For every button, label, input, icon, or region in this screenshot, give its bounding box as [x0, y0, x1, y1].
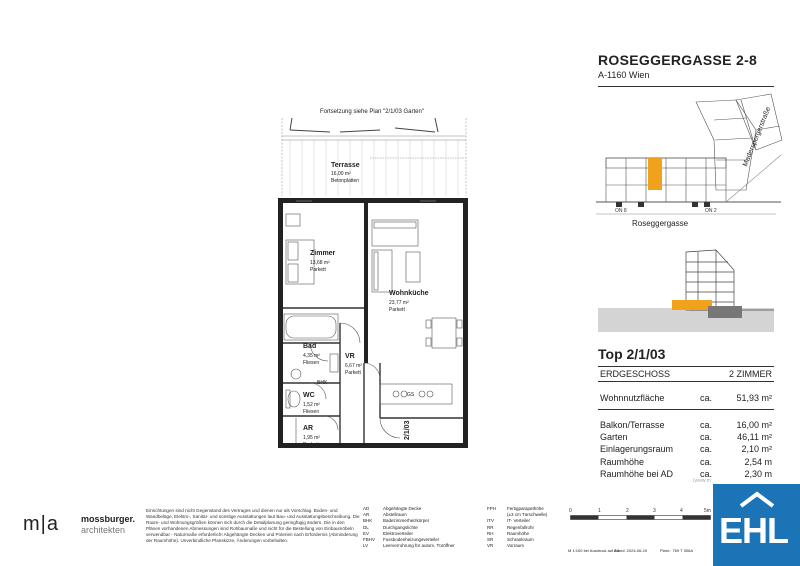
divider — [598, 409, 774, 410]
spec-row: Wohnnutzfläche ca. 51,93 m² — [600, 393, 772, 403]
divider — [598, 381, 774, 382]
legend-left: AD Abgehängte Decke AR Abstellraum BHK Badezimmerheizkörper DL Durchgangslichte EV Elektroverteiler FBHV Fussbodenheizungsverteiler LV Leerverrohrung für autom. Türöffner — [363, 506, 455, 549]
bhk-label: BHK — [317, 380, 328, 386]
scale-bar — [570, 515, 712, 521]
unit-tag: 2/1/03 — [404, 420, 411, 440]
agency-name: EHL — [719, 510, 788, 551]
project-city: A-1160 Wien — [598, 70, 650, 80]
room-area: 1,52 m² — [303, 402, 320, 408]
room-area: 23,77 m² — [389, 300, 409, 306]
architect-logo: m|a — [23, 513, 59, 535]
legend-right: FPH Fertigparapethöhe (±3 cm Türschwelle) ITV IT- Verteiler RR Regenfallrohr RH Raumhöhe SR Schrankraum VR Vorraum — [487, 506, 548, 549]
room-floor: Parkett — [389, 307, 405, 313]
spec-row: Raumhöhe ca. 2,54 m — [600, 457, 772, 467]
section-highlight — [672, 300, 712, 310]
room-area: 16,00 m² — [331, 171, 351, 177]
spec-row: Einlagerungsraum ca. 2,10 m² — [600, 444, 772, 454]
disclaimer: Einrichtungen sind nicht Gegenstand des Vertrages und dienen nur als Vorschlag. Boden- und Wandbeläge, Elektro-, Sanitär- und sonstige Ausstattungen laut Bau- und Ausstattungsbeschreibung. Die Raum- und Wohnungsgrößen können sich durch die Detailplanung geringfügig ändern. Die in den Plänen vorhandenen Abmessungen sind Rohbaumaße und nicht für die Bestellung von Einbaumöbeln verwendbar - Naturmaße erforderlich! Abgehängte Decken und Poterien nach Erfordernis (Abminderung der Raumhöhe). Unverbindliche Planskizze, Änderungen vorbehalten. — [146, 508, 360, 544]
room-floor: Parkett — [303, 442, 319, 448]
room-area: 6,67 m² — [345, 363, 362, 369]
room-floor: Fliesen — [303, 360, 320, 366]
street-label: Roseggergasse — [632, 219, 689, 228]
spec-row: Balkon/Terrasse ca. 16,00 m² — [600, 420, 772, 430]
unit-rooms: 2 ZIMMER — [728, 369, 772, 379]
scale-tick: 4 — [680, 508, 683, 514]
date-note: Stand: 2024-06-19 — [614, 548, 648, 553]
gs-label: GS — [407, 392, 415, 398]
scale-tick: 2 — [626, 508, 629, 514]
stair-label-right: ON 2 — [705, 208, 717, 214]
continuation-note: Fortsetzung siehe Plan "2/1/03 Garten" — [320, 109, 424, 115]
room-area: 13,68 m² — [310, 260, 330, 266]
unit-floor: ERDGESCHOSS — [600, 369, 671, 379]
room-name: Terrasse — [331, 162, 360, 169]
scale-note: M 1:100 bei Ausdruck auf A4 — [568, 548, 619, 553]
room-floor: Betonplatten — [331, 178, 360, 184]
divider — [598, 366, 774, 367]
spec-row: Garten ca. 46,11 m² — [600, 432, 772, 442]
room-name: Zimmer — [310, 250, 336, 257]
room-floor: Parkett — [310, 267, 326, 273]
stair-label-left: ON 8 — [615, 208, 627, 214]
architect-sub: architekten — [81, 525, 126, 535]
scale-tick: 1 — [598, 508, 601, 514]
unit-highlight — [648, 158, 662, 190]
watermark: (www.m — [693, 478, 711, 484]
room-area: 1,95 m² — [303, 435, 320, 441]
room-floor: Parkett — [345, 370, 361, 376]
room-area: 4,35 m² — [303, 353, 320, 359]
room-name: AR — [303, 425, 314, 432]
project-title: ROSEGGERGASSE 2-8 — [598, 52, 758, 68]
section-view — [598, 240, 778, 336]
divider — [598, 86, 774, 87]
floor-plan — [270, 118, 480, 458]
site-plan — [596, 90, 786, 240]
scale-tick: 3 — [653, 508, 656, 514]
unit-top: Top 2/1/03 — [598, 346, 666, 362]
room-floor: Fliesen — [303, 409, 320, 415]
scale-tick: 5m — [704, 508, 711, 514]
scale-tick: 0 — [569, 508, 572, 514]
plan-number: Planr.: 769 T 306A — [660, 548, 693, 553]
street-label-right: Maderspergerstraße — [742, 106, 773, 168]
architect-name: mossburger. — [81, 514, 136, 524]
room-name: VR — [345, 353, 355, 360]
room-name: WC — [303, 392, 315, 399]
spec-row: Raumhöhe bei AD ca. 2,30 m — [600, 469, 772, 479]
room-name: Bad — [303, 343, 317, 350]
room-name: Wohnküche — [389, 290, 429, 297]
